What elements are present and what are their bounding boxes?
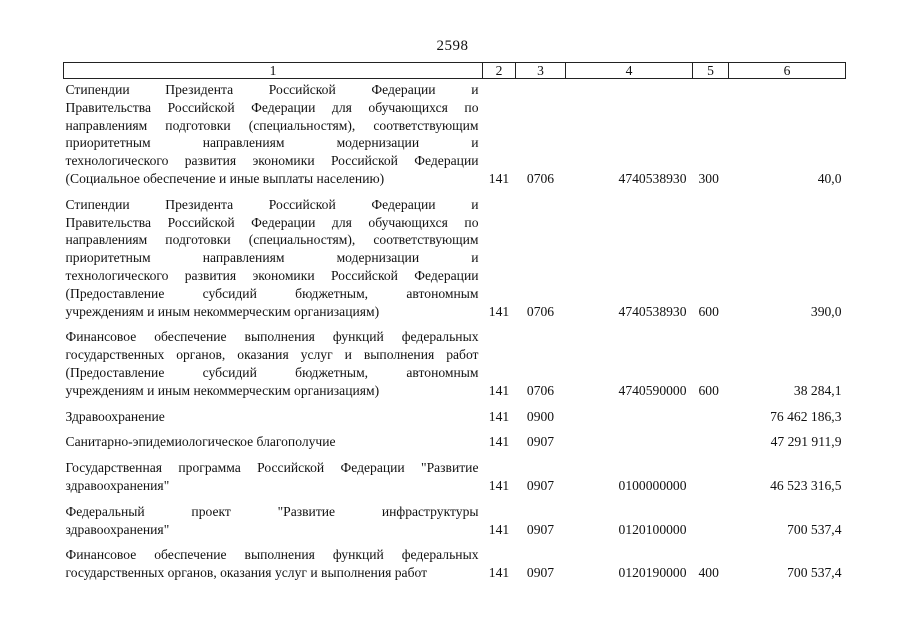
amount-value: 390,0	[810, 303, 842, 319]
item-name-line: Стипендии Президента Российской Федерации и	[65, 82, 479, 97]
target-article-code: 0120190000	[618, 565, 687, 581]
amount-value: 40,0	[817, 170, 842, 186]
budget-table	[63, 62, 846, 582]
item-name	[64, 320, 483, 399]
item-name-line: здравоохранения"	[65, 521, 170, 537]
item-name	[64, 79, 483, 188]
table-row	[64, 320, 846, 399]
expense-type-code: 400	[698, 565, 719, 581]
item-name-line: государственных органов, оказания услуг и выполнения работ	[65, 565, 428, 581]
expense-type-code: 300	[698, 170, 719, 186]
item-name	[64, 538, 483, 582]
column-header-5: 5	[693, 63, 729, 79]
item-name-line: Федеральный проект "Развитие инфраструктуры	[65, 503, 479, 519]
item-name-line: Правительства Российской Федерации для обучающихся по	[65, 99, 479, 115]
amount-value: 700 537,4	[787, 565, 842, 581]
table-row	[64, 538, 846, 582]
table-row	[64, 188, 846, 321]
section-code: 0900	[526, 408, 555, 424]
item-name-line: технологического развития экономики Российской Федерации	[65, 153, 479, 169]
item-name	[64, 188, 483, 321]
item-name-line: здравоохранения"	[65, 477, 170, 493]
item-name	[64, 495, 483, 539]
item-name-line: Финансовое обеспечение выполнения функций федеральных	[65, 547, 479, 563]
target-article-code: 0100000000	[618, 477, 687, 493]
expense-type-code	[693, 400, 729, 426]
amount-value: 47 291 911,9	[770, 434, 842, 450]
ministry-code: 141	[488, 477, 510, 493]
amount-value: 76 462 186,3	[770, 408, 842, 424]
page-number: 2598	[436, 38, 469, 54]
item-name	[64, 451, 483, 495]
expense-type-code	[693, 451, 729, 495]
column-header-row	[64, 63, 846, 79]
table-body	[64, 79, 846, 582]
target-article-code: 4740590000	[618, 382, 687, 398]
target-article-code: 4740538930	[618, 170, 687, 186]
item-name-line: направлениям подготовки (специальностям), соответствующим	[65, 232, 479, 248]
amount-value: 700 537,4	[787, 521, 842, 537]
section-code: 0706	[526, 303, 555, 319]
item-name-line: Финансовое обеспечение выполнения функций федеральных	[65, 329, 479, 345]
column-header-2: 2	[483, 63, 516, 79]
section-code: 0907	[526, 477, 555, 493]
expense-type-code	[693, 425, 729, 451]
table-row	[64, 400, 846, 426]
ministry-code: 141	[488, 521, 510, 537]
ministry-code: 141	[488, 434, 510, 450]
amount-value: 46 523 316,5	[770, 477, 842, 493]
item-name-line: приоритетным направлениям модернизации и	[65, 250, 479, 266]
section-code: 0907	[526, 434, 555, 450]
target-article-code	[566, 400, 693, 426]
expense-type-code: 600	[698, 382, 719, 398]
item-name-line: (Предоставление субсидий бюджетным, автономным	[65, 285, 479, 301]
column-header-4: 4	[566, 63, 693, 79]
item-name-line: Здравоохранение	[65, 408, 165, 424]
column-header-1: 1	[64, 63, 483, 79]
table-row	[64, 425, 846, 451]
expense-type-code	[693, 495, 729, 539]
ministry-code: 141	[488, 170, 510, 186]
section-code: 0706	[526, 170, 555, 186]
ministry-code: 141	[488, 303, 510, 319]
item-name-line: Государственная программа Российской Федерации "Развитие	[65, 460, 479, 476]
ministry-code: 141	[488, 565, 510, 581]
item-name-line: (Предоставление субсидий бюджетным, автономным	[65, 364, 479, 380]
expense-type-code: 600	[698, 303, 719, 319]
column-header-6: 6	[729, 63, 846, 79]
item-name-line: приоритетным направлениям модернизации и	[65, 135, 479, 151]
section-code: 0907	[526, 521, 555, 537]
table-row	[64, 79, 846, 188]
item-name-line: технологического развития экономики Российской Федерации	[65, 267, 479, 283]
item-name-line: Правительства Российской Федерации для обучающихся по	[65, 214, 479, 230]
target-article-code: 0120100000	[618, 521, 687, 537]
item-name-line: государственных органов, оказания услуг и выполнения работ	[65, 347, 479, 363]
table-row	[64, 495, 846, 539]
item-name-line: (Социальное обеспечение и иные выплаты населению)	[65, 170, 385, 186]
item-name	[64, 400, 483, 426]
item-name-line: учреждениям и иным некоммерческим организациям)	[65, 303, 380, 319]
item-name-line: Стипендии Президента Российской Федерации и	[65, 196, 479, 212]
item-name-line: Санитарно-эпидемиологическое благополучие	[65, 434, 336, 450]
section-code: 0907	[526, 565, 555, 581]
section-code: 0706	[526, 382, 555, 398]
target-article-code	[566, 425, 693, 451]
item-name-line: учреждениям и иным некоммерческим организациям)	[65, 382, 380, 398]
target-article-code: 4740538930	[618, 303, 687, 319]
item-name-line: направлениям подготовки (специальностям), соответствующим	[65, 117, 479, 133]
ministry-code: 141	[488, 382, 510, 398]
column-header-3: 3	[516, 63, 566, 79]
table-row	[64, 451, 846, 495]
ministry-code: 141	[488, 408, 510, 424]
item-name	[64, 425, 483, 451]
amount-value: 38 284,1	[793, 382, 842, 398]
